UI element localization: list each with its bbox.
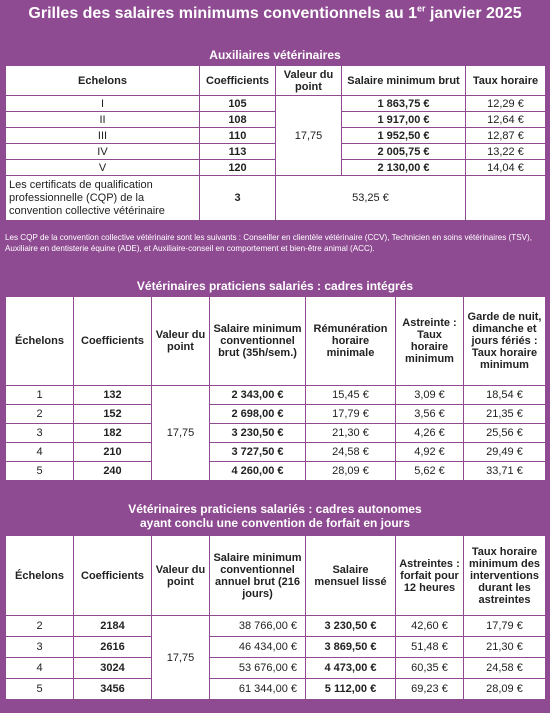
- cell-coefficient: 132: [74, 386, 152, 405]
- col-header: Coefficients: [74, 536, 152, 616]
- table-header-row: [6, 536, 546, 616]
- cell-salary: 1 952,50 €: [342, 128, 466, 144]
- cell-monthly-salary: 4 473,00 €: [306, 658, 396, 679]
- cell-hourly-pay: 17,79 €: [306, 405, 396, 424]
- page-title: Grilles des salaires minimums conventionnels au 1er janvier 2025: [28, 3, 522, 22]
- cell-point-value: 17,75: [276, 96, 342, 176]
- cell-echelon: 3: [6, 637, 74, 658]
- table-row-cqp: [6, 176, 546, 221]
- table-header-row: [6, 297, 546, 386]
- col-header: Valeur du point: [152, 536, 210, 616]
- cell-salary: 2 005,75 €: [342, 144, 466, 160]
- table-row: [6, 96, 546, 112]
- col-header: Valeur du point: [152, 297, 210, 386]
- cell-annual-salary: 46 434,00 €: [210, 637, 306, 658]
- cell-salary: 1 863,75 €: [342, 96, 466, 112]
- cell-coefficient: 3456: [74, 679, 152, 700]
- cell-interventions: 21,30 €: [464, 637, 546, 658]
- col-header: Salaire minimum conventionnel brut (35h/sem.): [210, 297, 306, 386]
- cell-coefficient: 120: [200, 160, 276, 176]
- col-header: Taux horaire minimum des interventions durant les astreintes: [464, 536, 546, 616]
- cell-echelon: 3: [6, 424, 74, 443]
- cell-salary: 2 343,00 €: [210, 386, 306, 405]
- cell-empty: [466, 176, 546, 221]
- cell-astreinte: 69,23 €: [396, 679, 464, 700]
- table-row: [6, 658, 546, 679]
- cell-salary: 4 260,00 €: [210, 462, 306, 481]
- cell-cqp-value: 53,25 €: [276, 176, 466, 221]
- col-header: Astreinte : Taux horaire minimum: [396, 297, 464, 386]
- cell-astreinte: 60,35 €: [396, 658, 464, 679]
- col-header: Salaire minimum conventionnel annuel brut (216 jours): [210, 536, 306, 616]
- cell-coefficient: 240: [74, 462, 152, 481]
- table-row: [6, 462, 546, 481]
- cell-hourly-pay: 28,09 €: [306, 462, 396, 481]
- cell-monthly-salary: 3 230,50 €: [306, 616, 396, 637]
- cell-hourly-pay: 21,30 €: [306, 424, 396, 443]
- table-row: [6, 637, 546, 658]
- col-header: Salaire mensuel lissé: [306, 536, 396, 616]
- cell-salary: 3 230,50 €: [210, 424, 306, 443]
- table-row: [6, 443, 546, 462]
- table-row: [6, 405, 546, 424]
- cell-astreinte: 3,56 €: [396, 405, 464, 424]
- cell-hourly-rate: 12,29 €: [466, 96, 546, 112]
- cell-hourly-pay: 24,58 €: [306, 443, 396, 462]
- cell-garde: 33,71 €: [464, 462, 546, 481]
- col-header: Astreintes : forfait pour 12 heures: [396, 536, 464, 616]
- cell-hourly-rate: 13,22 €: [466, 144, 546, 160]
- col-header: Rémunération horaire minimale: [306, 297, 396, 386]
- cell-echelon: 4: [6, 658, 74, 679]
- cell-monthly-salary: 5 112,00 €: [306, 679, 396, 700]
- cell-monthly-salary: 3 869,50 €: [306, 637, 396, 658]
- table-header-row: [6, 66, 546, 96]
- cell-salary: 1 917,00 €: [342, 112, 466, 128]
- col-header: Échelons: [6, 297, 74, 386]
- section-title-cadres-integres: Vétérinaires praticiens salariés : cadres intégrés: [136, 279, 414, 293]
- col-header: Coefficients: [200, 66, 276, 96]
- cell-annual-salary: 53 676,00 €: [210, 658, 306, 679]
- table-cadres-integres: [5, 296, 546, 481]
- cell-interventions: 17,79 €: [464, 616, 546, 637]
- table-row: [6, 424, 546, 443]
- col-header: Garde de nuit, dimanche et jours fériés : Taux horaire minimum: [464, 297, 546, 386]
- table-row: [6, 386, 546, 405]
- col-header: Coefficients: [74, 297, 152, 386]
- cell-astreinte: 3,09 €: [396, 386, 464, 405]
- table-row: [6, 616, 546, 637]
- cell-coefficient: 2616: [74, 637, 152, 658]
- cell-hourly-pay: 15,45 €: [306, 386, 396, 405]
- cell-annual-salary: 38 766,00 €: [210, 616, 306, 637]
- cell-hourly-rate: 14,04 €: [466, 160, 546, 176]
- col-header: Taux horaire: [466, 66, 546, 96]
- col-header: Echelons: [6, 66, 200, 96]
- cell-garde: 21,35 €: [464, 405, 546, 424]
- cell-coefficient: 110: [200, 128, 276, 144]
- cell-garde: 29,49 €: [464, 443, 546, 462]
- cell-astreinte: 42,60 €: [396, 616, 464, 637]
- table-row: [6, 679, 546, 700]
- col-header: Valeur du point: [276, 66, 342, 96]
- section-title-auxiliaires: Auxiliaires vétérinaires: [209, 48, 341, 62]
- cell-garde: 18,54 €: [464, 386, 546, 405]
- cell-salary: 2 130,00 €: [342, 160, 466, 176]
- cell-echelon: I: [6, 96, 200, 112]
- cell-point-value: 17,75: [152, 616, 210, 700]
- cell-coefficient: 152: [74, 405, 152, 424]
- cell-echelon: 4: [6, 443, 74, 462]
- cell-cqp-coefficient: 3: [200, 176, 276, 221]
- cell-annual-salary: 61 344,00 €: [210, 679, 306, 700]
- col-header: Salaire minimum brut: [342, 66, 466, 96]
- cell-echelon: 5: [6, 462, 74, 481]
- cell-echelon: 2: [6, 616, 74, 637]
- section-title-cadres-autonomes-1: Vétérinaires praticiens salariés : cadres autonomes: [128, 502, 422, 516]
- cell-point-value: 17,75: [152, 386, 210, 481]
- cell-coefficient: 182: [74, 424, 152, 443]
- cell-coefficient: 105: [200, 96, 276, 112]
- table-auxiliaires: [5, 65, 546, 221]
- cell-coefficient: 2184: [74, 616, 152, 637]
- cell-astreinte: 51,48 €: [396, 637, 464, 658]
- col-header: Échelons: [6, 536, 74, 616]
- cell-echelon: II: [6, 112, 200, 128]
- cell-salary: 3 727,50 €: [210, 443, 306, 462]
- section-title-cadres-autonomes-2: ayant conclu une convention de forfait en jours: [139, 516, 411, 530]
- cell-interventions: 28,09 €: [464, 679, 546, 700]
- cell-coefficient: 113: [200, 144, 276, 160]
- cell-astreinte: 5,62 €: [396, 462, 464, 481]
- cell-echelon: III: [6, 128, 200, 144]
- cell-astreinte: 4,26 €: [396, 424, 464, 443]
- cell-astreinte: 4,92 €: [396, 443, 464, 462]
- cell-echelon: V: [6, 160, 200, 176]
- cell-salary: 2 698,00 €: [210, 405, 306, 424]
- cell-cqp-label: Les certificats de qualification professionnelle (CQP) de la convention collective vétérinaire: [6, 176, 200, 221]
- cell-garde: 25,56 €: [464, 424, 546, 443]
- cell-hourly-rate: 12,87 €: [466, 128, 546, 144]
- cell-coefficient: 210: [74, 443, 152, 462]
- cell-coefficient: 108: [200, 112, 276, 128]
- cqp-footnote: Les CQP de la convention collective vétérinaire sont les suivants : Conseiller en clientèle vétérinaire (CCV), Technicien en soins vétérinaires (TSV), Auxiliaire en dentisterie équine (ADE), et Auxiliaire-conseil en comportement et bien-être animal (ACC).: [5, 233, 532, 253]
- cell-hourly-rate: 12,64 €: [466, 112, 546, 128]
- cell-echelon: 1: [6, 386, 74, 405]
- cell-interventions: 24,58 €: [464, 658, 546, 679]
- cell-echelon: 5: [6, 679, 74, 700]
- table-cadres-autonomes: [5, 535, 546, 700]
- cell-echelon: 2: [6, 405, 74, 424]
- cell-echelon: IV: [6, 144, 200, 160]
- cell-coefficient: 3024: [74, 658, 152, 679]
